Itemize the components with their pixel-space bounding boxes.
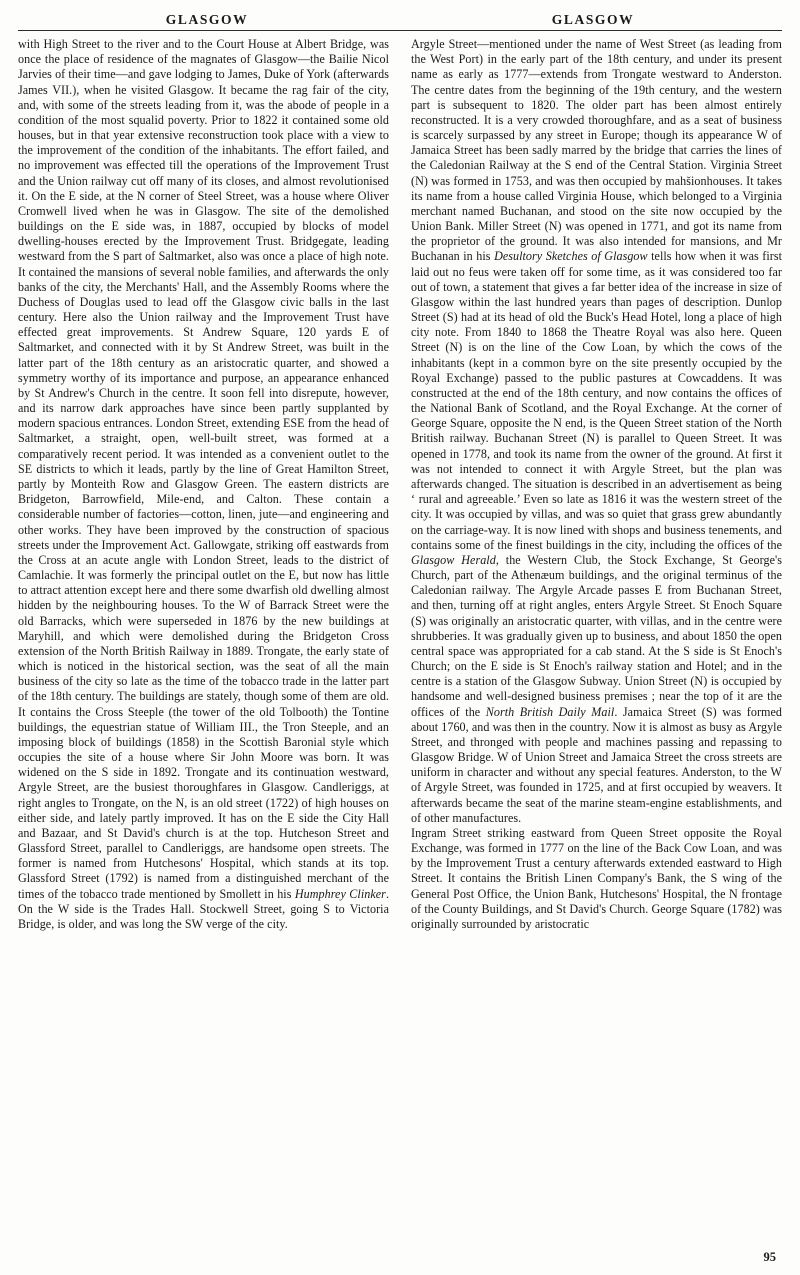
right-para1-italic-title-2: Glasgow Herald [411, 552, 496, 567]
left-para1-italic-title: Humphrey Clinker [294, 886, 386, 901]
right-para1-italic-title-1: Desultory Sketches of Glasgow [494, 249, 648, 264]
right-column [411, 37, 782, 932]
page-number: 95 [763, 1250, 776, 1264]
right-para1-part-d: . Jamaica Street (S) was formed about 1760, and was then in the country. Now it is almost as busy as Argyle Street, and thronged with people and machines passing and repassing to Glasgow Bridge. W of Union Street and Jamaica Street the cross streets are uniform in character and without any special features. Anderston, to the W of Argyle Street, was founded in 1725, and at first occupied by weavers. It afterwards became the seat of the marine steam-engine establishments, and of other manufactures. [411, 704, 783, 825]
left-para1-part-a: with High Street to the river and to the Court House at Albert Bridge, was once the place of residence of the magnates of Glasgow—the Bailie Nicol Jarvies of their time—and gave lodging to James, Duke of York (afterwards James VII.), when he visited Glasgow. It became the rag fair of the city, and, with some of the streets leading from it, was the abode of people in a condition of the most squalid poverty. Prior to 1822 it contained some old houses, but in that year extensive reconstruction took place with a view to the improvement of the condition of the inhabitants. The effort failed, and no improvement was effected till the operations of the Improvement Trust and the Union railway cut off many of its closes, and almost revolutionised it. On the E side, at the N corner of Steel Street, was a house where Oliver Cromwell lived when he was in Glasgow. The site of the demolished buildings on the E side was, in 1887, occupied by blocks of model dwelling-houses erected by the Improvement Trust. Bridgegate, leading westward from the S part of Saltmarket, also was once a place of high note. It contained the mansions of several noble families, and afterwards the only banks of the city, the Merchants' Hall, and the Assembly Rooms where the Duchess of Douglas used to lead off the Glasgow civic balls in the last century. Here also the Union railway and the Improvement Trust have effected great improvements. St Andrew Square, 120 yards E of Saltmarket, and connected with it by St Andrew Street, was built in the latter part of the 18th century as an aristocratic quarter, and showed a symmetry worthy of its importance and purpose, an appearance enhanced by St Andrew's Church in the centre. It soon fell into disrepute, however, and its narrow dark approaches have since been partly supplanted by modern spacious entrances. London Street, extending ESE from the head of Saltmarket, a straight, open, well-built street, was formed at a comparatively recent period. It was intended as a convenient outlet to the SE districts to which it leads, partly by the line of Great Hamilton Street, partly by Monteith Row and Glasgow Green. The eastern districts are Bridgeton, Barrowfield, Mile-end, and Calton. These contain a considerable number of factories—cotton, linen, jute—and engineering and other works. They have been improved by the construction of spacious streets under the Improvement Act. Gallowgate, striking off eastwards from the Cross at an acute angle with London Street, leads to the district of Camlachie. It was formerly the principal outlet on the E, but now has little to attract attention except here and there some dwarfish old dwelling almost hidden by the neighbouring houses. To the W of Barrack Street were the old Barracks, which were superseded in 1876 by the new buildings at Maryhill, and which were demolished during the Bridgeton Cross extension of the North British Railway in 1889. Trongate, the early state of which is noticed in the historical section, was the seat of all the main business of the city so late as the time of the tobacco trade in the latter part of the 18th century. The buildings are stately, though some of them are old. It contains the Cross Steeple (the tower of the old Tolbooth) the Tontine buildings, the equestrian statue of William III., the Tron Steeple, and an imposing block of buildings (1858) in the Scottish Baronial style which occupies the site of a house where Sir John Moore was born. It was widened on the S side in 1892. Trongate and its continuation westward, Argyle Street, are the busiest thoroughfares in Glasgow. Candleriggs, at right angles to Trongate, on the N, is an old street (1722) of high houses on either side, and lately partly improved. It has on the E side the City Hall and Bazaar, and St David's church is at the top. Hutcheson Street and Glassford Street, parallel to Candleriggs, are handsome open streets. The former is named from Hutchesons' Hospital, which stands at its top. Glassford Street (1792) is named from a distinguished merchant of the times of the tobacco trade mentioned by Smollett in his [18, 37, 389, 901]
left-column-paragraph-1 [18, 37, 389, 932]
running-head-left: GLASGOW [165, 12, 249, 27]
running-heads [18, 12, 782, 28]
text-columns [18, 37, 782, 932]
right-para1-part-b: tells how when it was first laid out no feus were taken off for some time, as it was considered too far out of town, a statement that gives a far better idea of the increase in size of Glasgow within the last hundred years than pages of description. Dunlop Street (S) had at its head of old the Buck's Head Hotel, long a place of high city note. From 1840 to 1868 the Theatre Royal was also here. Queen Street (N) is on the line of the Cow Loan, by which the cows of the inhabitants (kept in a common byre on the site presently occupied by the Royal Exchange) passed to the public pastures at Cowcaddens. It was constructed at the end of the 18th century, and now contains the offices of the National Bank of Scotland, and the Royal Exchange. At the corner of George Square, opposite the N end, is the Queen Street station of the North British railway. Buchanan Street (N) is parallel to Queen Street. It was opened in 1778, and took its name from the owner of the ground. At first it was not intended to connect it with Argyle Street, but the plan was afterwards changed. The situation is described in an advertisement as being ‘ rural and agreeable.’ Even so late as 1816 it was the western street of the city. It was occupied by villas, and was so quiet that grass grew abundantly on the carriage-way. It is now lined with shops and business tenements, and contains some of the finest buildings in the city, including the offices of the [411, 249, 782, 552]
left-column [18, 37, 389, 932]
right-para1-part-a: Argyle Street—mentioned under the name of West Street (as leading from the West Port) in the early part of the 18th century, and under its present name as early as 1777—extends from Trongate westward to Anderston. The centre dates from the beginning of the 19th century, and the western part is subsequent to 1820. The older part has been almost entirely reconstructed. It is a very crowded thoroughfare, and as a seat of business is scarcely surpassed by any street in Europe; though its appearance W of Jamaica Street has been sadly marred by the bridge that carries the lines of the Caledonian Railway at the S end of the Central Station. Virginia Street (N) was formed in 1753, and was then occupied by mahšionhouses. It takes its name from a house called Virginia House, which belonged to a Virginia merchant named Buchanan, and stood on the site now occupied by the Union Bank. Miller Street (N) was opened in 1771, and got its name from the proprietor of the ground. It was also intended for mansions, and Mr Buchanan in his [411, 37, 782, 264]
running-head-right: GLASGOW [551, 12, 635, 27]
right-para1-italic-title-3: North British Daily Mail [485, 704, 615, 719]
right-column-paragraph-2: Ingram Street striking eastward from Queen Street opposite the Royal Exchange, was formed in 1777 on the line of the Back Cow Loan, and was by the Improvement Trust a century afterwards extended eastward to High Street. It contains the British Linen Company's Bank, the S wing of the General Post Office, the Union Bank, Hutchesons' Hospital, the N frontage of the County Buildings, and St David's Church. George Square (1782) was originally surrounded by aristocratic [411, 825, 782, 931]
left-para1-part-b: . On the W side is the Trades Hall. Stockwell Street, going S to Victoria Bridge, is older, and was long the SW verge of the city. [18, 886, 390, 931]
right-para1-part-c: , the Western Club, the Stock Exchange, St George's Church, part of the Athenæum buildings, and the original terminus of the Caledonian railway. The Argyle Arcade passes E from Buchanan Street, and then, turning off at right angles, enters Argyle Street. St Enoch Square (S) was originally an aristocratic quarter, with villas, and in the centre were shrubberies. It was gradually given up to business, and about 1850 the open central space was appropriated for a cab stand. At the S side is St Enoch's Church; on the E side is St Enoch's railway station and Hotel; and in the centre is a station of the Glasgow Subway. Union Street (N) is occupied by handsome and well-designed business premises ; near the top of it are the offices of the [411, 552, 782, 719]
header-rule [18, 30, 782, 31]
right-column-paragraph-1 [411, 37, 782, 826]
